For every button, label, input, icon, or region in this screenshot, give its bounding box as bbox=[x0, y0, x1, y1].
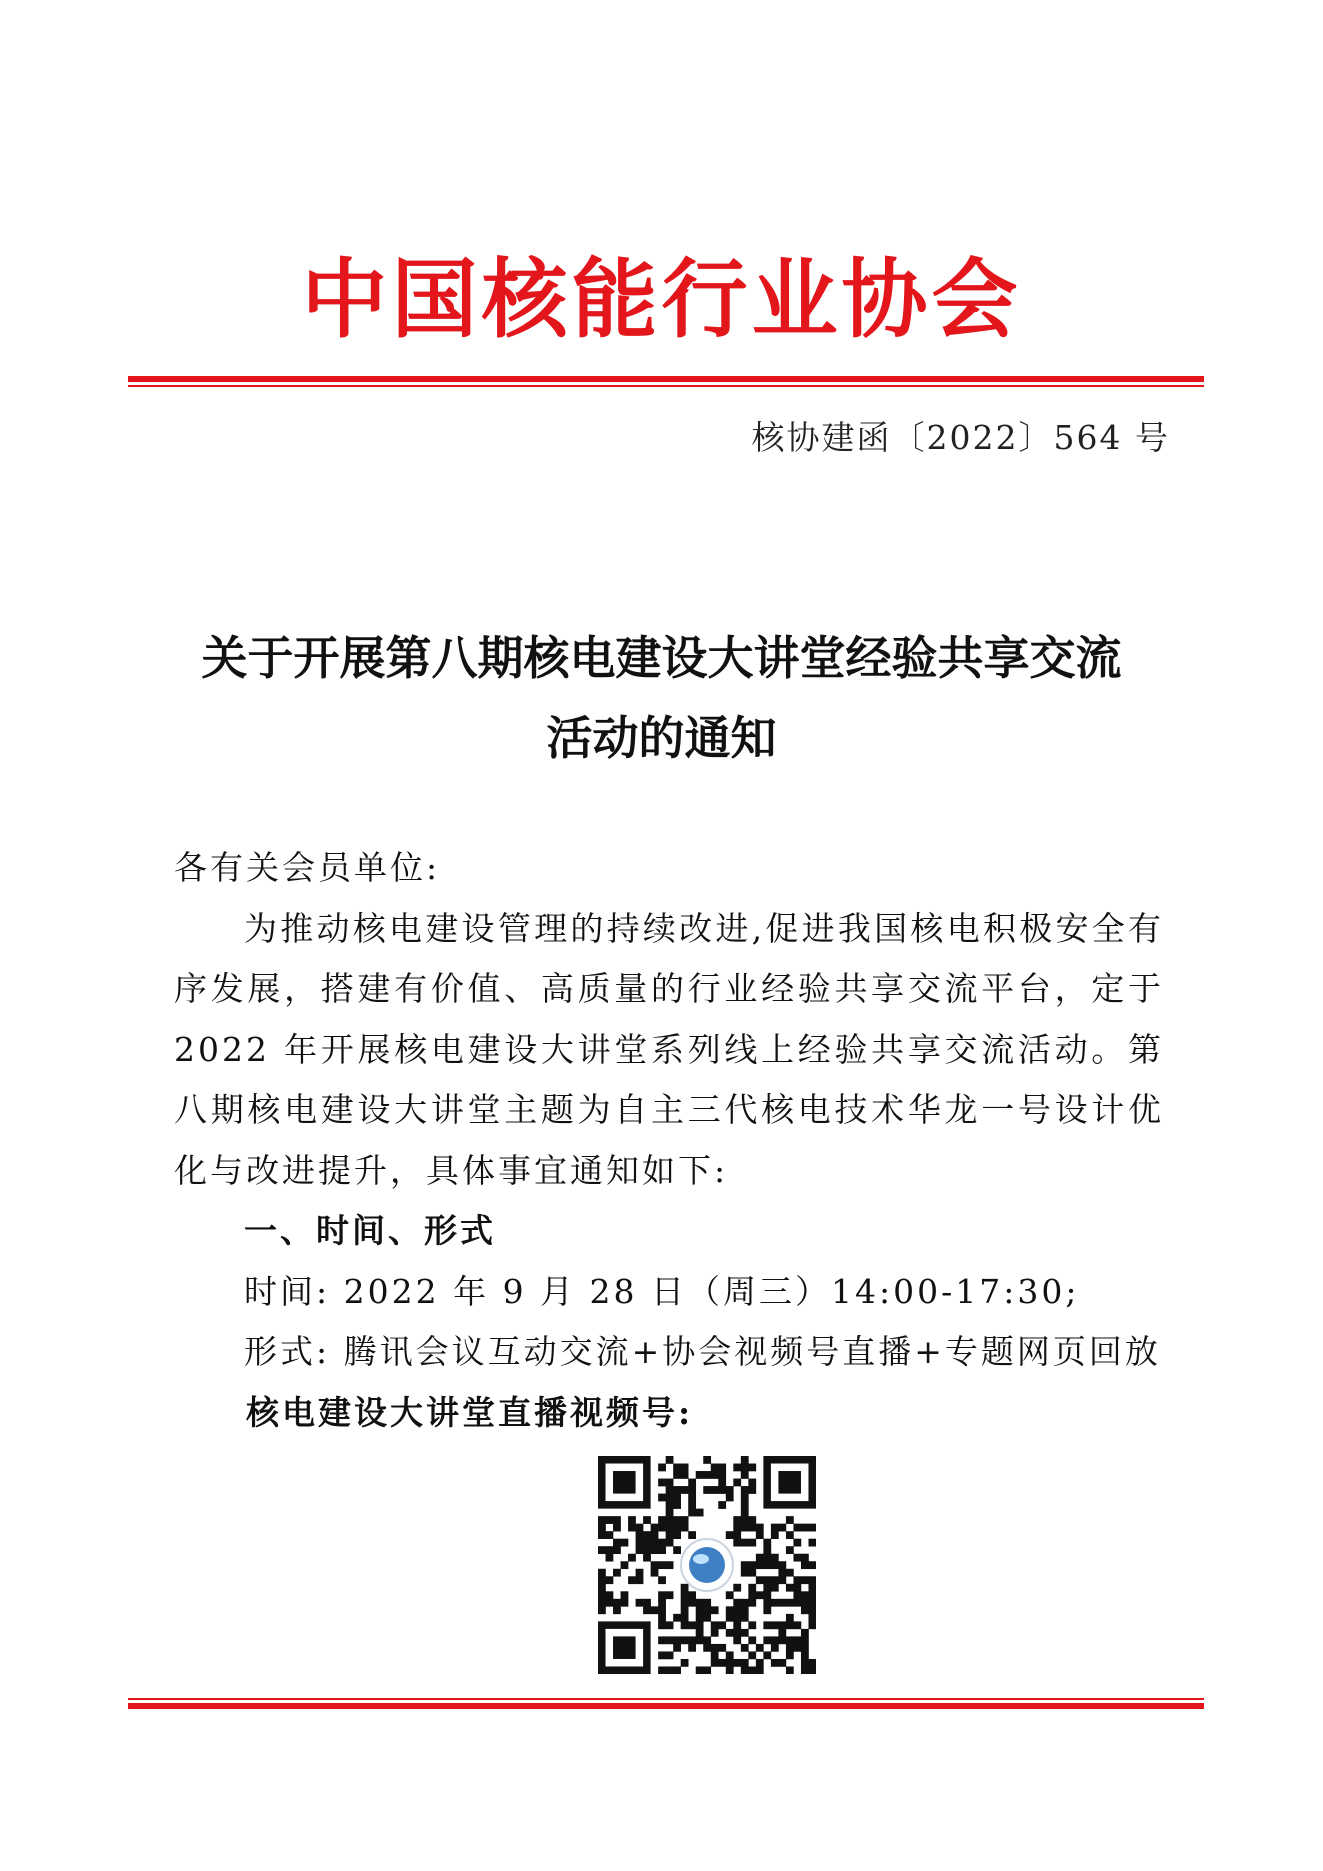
title-line-1: 关于开展第八期核电建设大讲堂经验共享交流 bbox=[201, 631, 1122, 685]
document-title bbox=[150, 618, 1173, 778]
salutation: 各有关会员单位: bbox=[174, 848, 441, 887]
section-heading-time-format: 一、时间、形式 bbox=[244, 1211, 496, 1250]
qr-code-icon bbox=[598, 1456, 816, 1674]
footer-divider bbox=[128, 1698, 1204, 1709]
title-line-2: 活动的通知 bbox=[546, 711, 777, 765]
time-line: 时间: 2022 年 9 月 28 日（周三）14:00-17:30; bbox=[244, 1271, 1080, 1311]
qr-code-label: 核电建设大讲堂直播视频号: bbox=[246, 1392, 694, 1432]
document-body bbox=[174, 838, 1164, 1443]
header-divider bbox=[128, 376, 1204, 387]
organization-name: 中国核能行业协会 bbox=[301, 250, 1022, 350]
qr-code bbox=[598, 1456, 816, 1674]
intro-paragraph: 为推动核电建设管理的持续改进,促进我国核电积极安全有序发展，搭建有价值、高质量的行业经验共享交流平台，定于 2022 年开展核电建设大讲堂系列线上经验共享交流活动。第八期核电建设大讲堂主题为自主三代核电技术华龙一号设计优化与改进提升，具体事宜通知如下: bbox=[174, 908, 1164, 1190]
document-number: 核协建函〔2022〕564 号 bbox=[751, 418, 1170, 457]
format-line: 形式: 腾讯会议互动交流+协会视频号直播+专题网页回放 bbox=[244, 1332, 1161, 1371]
